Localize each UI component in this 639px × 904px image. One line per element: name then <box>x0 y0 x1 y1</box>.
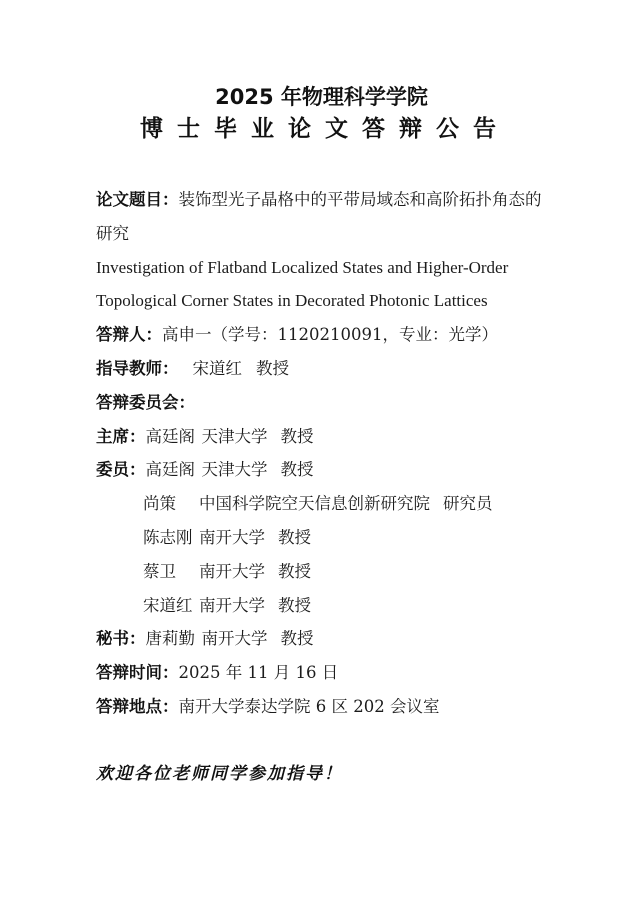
member-affiliation: 南开大学 <box>199 595 265 615</box>
defense-location-label: 答辩地点： <box>96 696 179 716</box>
member-name: 高廷阁 <box>145 460 195 480</box>
secretary-title: 教授 <box>280 629 314 649</box>
defense-location-value: 南开大学泰达学院 6 区 202 会议室 <box>178 696 440 716</box>
member-title: 研究员 <box>443 494 493 514</box>
defendant-label: 答辩人： <box>96 325 162 345</box>
thesis-title-en-line2: Topological Corner States in Decorated Photonic Lattices <box>96 291 488 311</box>
member-label: 委员： <box>96 460 146 480</box>
thesis-title-cn-line1 <box>96 183 547 217</box>
member-affiliation: 南开大学 <box>199 527 265 547</box>
committee-chair-row <box>96 420 547 454</box>
committee-secretary-row <box>96 622 547 656</box>
defense-time-value: 2025 年 11 月 16 日 <box>178 663 339 683</box>
thesis-title-label: 论文题目： <box>96 190 179 209</box>
member-title: 教授 <box>278 595 311 615</box>
member-name: 尚策 <box>143 494 176 514</box>
announcement-body <box>96 183 547 792</box>
member-affiliation: 南开大学 <box>199 561 265 581</box>
thesis-title-en-line1: Investigation of Flatband Localized States and Higher-Order <box>96 257 509 277</box>
supervisor-line <box>96 352 547 386</box>
committee-member-row <box>96 521 547 555</box>
secretary-name: 唐莉勤 <box>145 629 195 649</box>
member-title: 教授 <box>278 561 311 581</box>
member-affiliation: 中国科学院空天信息创新研究院 <box>199 494 430 514</box>
document-title-line1: 2025 年物理科学学院 <box>215 85 428 109</box>
committee-member-row <box>96 487 547 521</box>
committee-heading: 答辩委员会： <box>96 392 195 412</box>
committee-member-row <box>96 555 547 589</box>
secretary-affiliation: 南开大学 <box>201 629 268 649</box>
chair-label: 主席： <box>96 426 146 446</box>
defense-time-label: 答辩时间： <box>96 663 179 683</box>
thesis-title-cn-part1: 装饰型光子晶格中的平带局域态和高阶拓扑角态的 <box>178 190 542 209</box>
chair-affiliation: 天津大学 <box>201 426 268 446</box>
member-name: 宋道红 <box>143 595 193 615</box>
supervisor-title: 教授 <box>256 358 289 378</box>
defense-location-line <box>96 690 547 724</box>
supervisor-name: 宋道红 <box>192 358 242 378</box>
chair-name: 高廷阁 <box>145 426 195 446</box>
defendant-value: 高申一（学号：1120210091，专业：光学） <box>162 325 498 345</box>
member-name: 蔡卫 <box>143 561 176 581</box>
committee-member-row <box>96 453 547 487</box>
member-title: 教授 <box>280 460 314 480</box>
member-name: 陈志刚 <box>143 527 193 547</box>
defense-time-line <box>96 656 547 690</box>
supervisor-label: 指导教师： <box>96 358 179 378</box>
invitation-line: 欢迎各位老师同学参加指导！ <box>96 763 343 784</box>
member-title: 教授 <box>278 527 311 547</box>
document-title-line2: 博士毕业论文答辩公告 <box>140 116 510 142</box>
thesis-title-cn-part2: 研究 <box>96 223 129 243</box>
secretary-label: 秘书： <box>96 629 146 649</box>
thesis-title-cn-line2 <box>96 217 547 251</box>
defendant-line <box>96 318 547 352</box>
member-affiliation: 天津大学 <box>201 460 268 480</box>
committee-member-row <box>96 589 547 623</box>
chair-title: 教授 <box>280 426 314 446</box>
